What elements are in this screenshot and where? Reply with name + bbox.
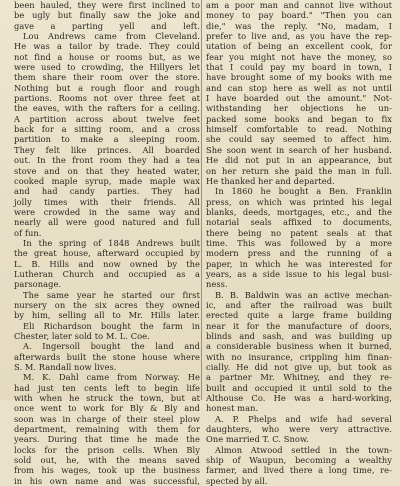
text-line: and can stop here as well as not until <box>206 82 392 93</box>
text-line: press, on which was printed his legal <box>206 196 392 207</box>
text-line: fear you might not have the money, so <box>206 51 392 62</box>
text-line: Lou Andrews came from Cleveland. <box>23 31 200 42</box>
text-line: notarial seals affixed to documents, <box>206 217 392 228</box>
text-line: B. B. Baldwin was an active mechan- <box>215 289 392 300</box>
text-line: am a poor man and cannot live without <box>206 0 392 10</box>
text-line: withstanding her objections he un- <box>206 103 392 114</box>
text-line: L. B. Hills and now owned by the <box>14 258 200 269</box>
text-line: Chester, later sold to M. L. Coe. <box>14 331 150 341</box>
text-line: In 1860 he bought a Ben. Franklin <box>215 186 392 197</box>
text-line: had just ten cents left to begin life <box>14 382 200 393</box>
text-line: years. During that time he made the <box>14 434 200 445</box>
text-line: I have boarded out the amount." Not- <box>206 93 392 104</box>
text-line: not find a house or rooms but, as we <box>14 51 200 62</box>
text-line: A partition across about twelve feet <box>14 113 200 124</box>
text-line: He was a tailor by trade. They could <box>14 41 200 52</box>
text-line: They felt like princes. All boarded <box>14 144 200 155</box>
text-line: He thanked her and departed. <box>206 175 335 186</box>
text-line: Althouse Co. He was a hard-working, <box>206 393 392 404</box>
text-column-left <box>14 0 200 486</box>
text-line: be ugly but finally saw the joke and <box>14 10 200 21</box>
text-line: have brought some of my books with me <box>206 72 392 83</box>
text-line: of fun. <box>14 227 42 238</box>
text-line: department, remaining with them for <box>14 424 200 435</box>
text-line: modern press and the running of a <box>206 248 392 259</box>
text-line: ship of Waupun, becoming a wealthy <box>206 455 392 466</box>
text-line: afterwards built the stone house where <box>14 351 200 362</box>
text-line: the great house, afterward occupied by <box>14 248 200 259</box>
text-line: In the spring of 1848 Andrews built <box>23 237 200 248</box>
text-line: The same year he started our first <box>23 289 200 300</box>
text-line: blanks, deeds, mortgages, etc., and the <box>206 206 392 217</box>
text-line: prefer to live and, as you have the rep- <box>206 31 392 42</box>
text-line: money to pay board." "Then you can <box>206 10 392 21</box>
text-line: jolly times with their friends. All <box>14 196 200 207</box>
text-line: once went to work for Bly & Bly and <box>14 403 200 414</box>
text-line: a considerable business when it burned, <box>206 341 392 352</box>
text-line: ic, and after the railroad was built <box>206 299 392 310</box>
text-line: Eli Richardson bought the farm in <box>23 320 200 331</box>
text-column-right <box>206 0 392 486</box>
text-line: himself comfortable to read. Nothing <box>206 124 392 135</box>
text-line: there being no patent seals at that <box>206 227 392 238</box>
text-line: Almon Atwood settled in the town- <box>215 444 392 455</box>
text-line: honest man. <box>206 403 259 414</box>
text-line: A. Ingersoll bought the land and <box>23 341 200 352</box>
text-line: cooked maple syrup, made maple wax <box>14 175 200 186</box>
text-line: the eaves, with the rafters for a ceiling. <box>14 103 200 114</box>
text-line: from his wages, took up the business <box>14 465 200 476</box>
text-line: ness. <box>206 279 228 290</box>
text-line: She soon went in search of her husband. <box>206 144 392 155</box>
text-line: He did not put in an appearance, but <box>206 155 392 166</box>
text-line: parsonage. <box>14 279 62 290</box>
text-line: utation of being an excellent cook, for <box>206 41 392 52</box>
text-line: blinds and sash, and was building up <box>206 331 392 341</box>
text-line: in his own name and was successful, <box>14 475 200 486</box>
text-line: spected by all. <box>206 475 268 486</box>
text-line: partions. Rooms not over three feet at <box>14 93 200 104</box>
text-line: paper, in which he was interested for <box>206 258 392 269</box>
text-line: gave a parting yell and left. <box>14 20 200 31</box>
text-line: farmer, and lived there a long time, re- <box>206 465 392 476</box>
text-line: One married T. C. Snow. <box>206 434 309 445</box>
text-line: back for a sitting room, and a cross <box>14 124 200 135</box>
text-line: die," was the reply. "No, madam, I <box>206 20 392 31</box>
text-line: with no insurance, crippling him finan- <box>206 351 392 362</box>
text-line: nursery on the six acres they owned <box>14 299 200 310</box>
text-line: by him, selling all to Mr. Hills later. <box>14 310 200 321</box>
column-divider <box>201 0 202 400</box>
text-line: near it for the manufacture of doors, <box>206 320 392 331</box>
text-line: nearly all were good natured and full <box>14 217 200 228</box>
text-line: sold out, he, with the means saved <box>14 455 200 466</box>
text-line: years, as a side issue to his legal busi- <box>206 268 392 279</box>
text-line: with when he struck the town, but at <box>14 393 200 404</box>
text-line: she could say seemed to affect him. <box>206 134 392 145</box>
text-line: time. This was followed by a more <box>206 237 392 248</box>
text-line: soon was in charge of their steel plow <box>14 413 200 424</box>
text-line: built and occupied it until sold to the <box>206 382 392 393</box>
text-line: locks for the prison cells. When Bly <box>14 444 200 455</box>
text-line: erected quite a large frame building <box>206 310 392 321</box>
text-line: them share their room over the store. <box>14 72 200 83</box>
text-line: S. M. Randall now lives. <box>14 362 117 373</box>
text-line: that I could pay my board in town, I <box>206 62 392 73</box>
text-line: and had candy parties. They had <box>14 186 200 197</box>
text-line: daughters, who were very attractive. <box>206 424 392 435</box>
text-line: M. K. Dahl came from Norway. He <box>23 372 200 383</box>
text-line: A. P. Phelps and wife had several <box>215 413 392 424</box>
text-line: cially. He did not give up, but took as <box>206 362 392 373</box>
text-line: packed some books and began to fix <box>206 113 392 124</box>
text-line: out. In the front room they had a tea <box>14 155 200 166</box>
text-line: were crowded in the same way and <box>14 206 200 217</box>
text-line: Nothing but a rough floor and rough <box>14 82 200 93</box>
text-line: on her return she paid the man in full. <box>206 165 392 176</box>
text-line: stove and on that they heated water, <box>14 165 200 176</box>
text-line: partition to make a sleeping room. <box>14 134 200 145</box>
text-line: were used to crowding, the Hillyers let <box>14 62 200 73</box>
text-line: Lutheran Church and occupied as a <box>14 268 200 279</box>
text-line: been hauled, they were first inclined to <box>14 0 200 10</box>
text-line: a partner Mr. Whitney, and they re- <box>206 372 392 383</box>
